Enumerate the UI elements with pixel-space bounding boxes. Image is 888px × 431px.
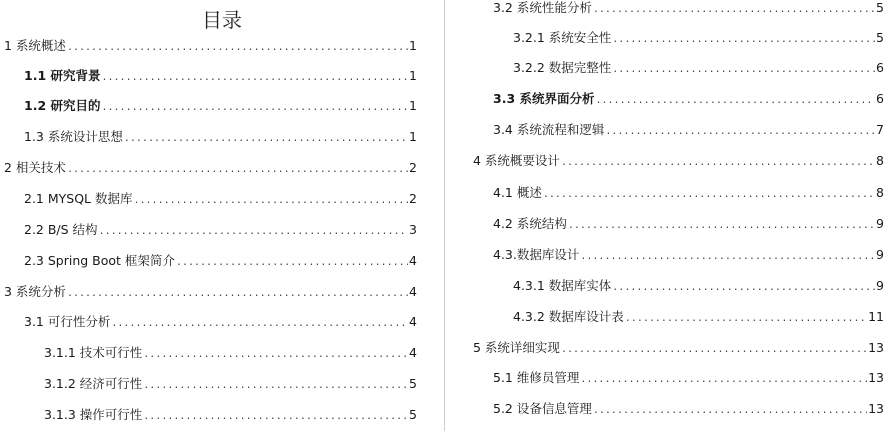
toc-leader-dots <box>612 32 875 48</box>
toc-entry-label: 1 系统概述 <box>4 38 66 53</box>
toc-leader-dots <box>605 124 875 140</box>
toc-entry[interactable] <box>24 129 417 147</box>
toc-entry-label: 3.1.3 操作可行性 <box>44 407 143 422</box>
toc-entry-label: 3.2.2 数据完整性 <box>513 60 612 75</box>
toc-leader-dots <box>176 255 408 271</box>
toc-entry-label: 4.1 概述 <box>493 185 542 200</box>
toc-page-right <box>447 0 888 431</box>
toc-entry-label: 2.1 MYSQL 数据库 <box>24 191 133 206</box>
toc-entry-page-number: 5 <box>409 376 417 391</box>
toc-entry-page-number: 4 <box>409 253 417 268</box>
toc-leader-dots <box>143 347 408 363</box>
toc-entry-label: 1.3 系统设计思想 <box>24 129 123 144</box>
toc-entry-label: 2 相关技术 <box>4 160 66 175</box>
toc-entry-label: 5.2 设备信息管理 <box>493 401 592 416</box>
toc-entry[interactable] <box>513 309 884 327</box>
toc-leader-dots <box>625 311 867 327</box>
toc-leader-dots <box>133 193 408 209</box>
toc-entry[interactable] <box>513 278 884 296</box>
toc-entry[interactable] <box>44 376 417 394</box>
toc-entry-page-number: 4 <box>409 284 417 299</box>
toc-entry[interactable] <box>473 340 884 358</box>
toc-leader-dots <box>143 409 408 425</box>
toc-entry-page-number: 13 <box>868 401 884 416</box>
toc-entry-label: 4.3.1 数据库实体 <box>513 278 612 293</box>
toc-leader-dots <box>596 93 876 109</box>
toc-leader-dots <box>612 280 875 296</box>
toc-entry[interactable] <box>4 38 417 56</box>
toc-entry-label: 3.1 可行性分析 <box>24 314 111 329</box>
toc-entry-page-number: 9 <box>876 278 884 293</box>
toc-entry-label: 4 系统概要设计 <box>473 153 560 168</box>
page-divider <box>444 0 445 431</box>
toc-entry-page-number: 5 <box>876 30 884 45</box>
toc-entry-label: 3 系统分析 <box>4 284 66 299</box>
toc-entry-page-number: 5 <box>876 0 884 15</box>
toc-leader-dots <box>67 40 408 56</box>
toc-entry[interactable] <box>44 345 417 363</box>
toc-entry-page-number: 4 <box>409 345 417 360</box>
toc-entry-label: 3.2.1 系统安全性 <box>513 30 612 45</box>
toc-entry[interactable] <box>473 153 884 171</box>
toc-entry[interactable] <box>493 247 884 265</box>
toc-entry-page-number: 1 <box>409 38 417 53</box>
toc-leader-dots <box>67 162 408 178</box>
toc-leader-dots <box>593 2 875 18</box>
toc-entry-label: 4.2 系统结构 <box>493 216 567 231</box>
toc-entry-page-number: 5 <box>409 407 417 422</box>
toc-entry-page-number: 2 <box>409 160 417 175</box>
toc-entry-page-number: 9 <box>876 216 884 231</box>
toc-leader-dots <box>568 218 875 234</box>
toc-entry[interactable] <box>513 30 884 48</box>
toc-leader-dots <box>561 342 867 358</box>
toc-entry-label: 2.3 Spring Boot 框架简介 <box>24 253 175 268</box>
toc-entry-page-number: 13 <box>868 340 884 355</box>
toc-entry-label: 1.2 研究目的 <box>24 98 101 113</box>
toc-entry-label: 3.1.1 技术可行性 <box>44 345 143 360</box>
toc-leader-dots <box>593 403 867 419</box>
toc-entry-label: 5 系统详细实现 <box>473 340 560 355</box>
toc-entry-label: 3.3 系统界面分析 <box>493 91 595 106</box>
toc-entry[interactable] <box>24 68 417 86</box>
toc-entry-label: 1.1 研究背景 <box>24 68 101 83</box>
toc-leader-dots <box>580 372 867 388</box>
toc-entry[interactable] <box>493 185 884 203</box>
toc-entry-label: 5.1 维修员管理 <box>493 370 580 385</box>
toc-entry-page-number: 2 <box>409 191 417 206</box>
toc-entry-label: 2.2 B/S 结构 <box>24 222 98 237</box>
toc-entry-label: 3.1.2 经济可行性 <box>44 376 143 391</box>
toc-entry-page-number: 1 <box>409 68 417 83</box>
toc-entry[interactable] <box>493 370 884 388</box>
toc-entry-page-number: 1 <box>409 129 417 144</box>
toc-entry[interactable] <box>493 122 884 140</box>
toc-entry[interactable] <box>493 0 884 18</box>
toc-leader-dots <box>111 316 408 332</box>
toc-leader-dots <box>102 70 409 86</box>
toc-entry-label: 4.3.2 数据库设计表 <box>513 309 624 324</box>
toc-title: 目录 <box>202 8 242 32</box>
toc-entry-page-number: 9 <box>876 247 884 262</box>
toc-leader-dots <box>561 155 875 171</box>
toc-entry-page-number: 3 <box>409 222 417 237</box>
toc-entry[interactable] <box>24 314 417 332</box>
toc-entry-page-number: 1 <box>409 98 417 113</box>
toc-entry[interactable] <box>24 98 417 116</box>
toc-entry-page-number: 8 <box>876 185 884 200</box>
toc-entry[interactable] <box>24 253 417 271</box>
toc-entry[interactable] <box>513 60 884 78</box>
toc-entry[interactable] <box>44 407 417 425</box>
toc-entry[interactable] <box>493 401 884 419</box>
toc-entry-page-number: 7 <box>876 122 884 137</box>
toc-entry-label: 3.4 系统流程和逻辑 <box>493 122 605 137</box>
toc-entry[interactable] <box>24 222 417 240</box>
toc-entry[interactable] <box>493 91 884 109</box>
toc-entry-page-number: 8 <box>876 153 884 168</box>
toc-entry-page-number: 6 <box>876 60 884 75</box>
toc-leader-dots <box>612 62 875 78</box>
toc-entry-label: 4.3.数据库设计 <box>493 247 580 262</box>
toc-leader-dots <box>543 187 875 203</box>
toc-leader-dots <box>67 286 408 302</box>
toc-leader-dots <box>99 224 408 240</box>
toc-entry-label: 3.2 系统性能分析 <box>493 0 592 15</box>
toc-leader-dots <box>124 131 408 147</box>
toc-leader-dots <box>580 249 875 265</box>
toc-entry-page-number: 13 <box>868 370 884 385</box>
toc-entry[interactable] <box>4 160 417 178</box>
toc-entry[interactable] <box>24 191 417 209</box>
toc-leader-dots <box>143 378 408 394</box>
toc-leader-dots <box>102 100 409 116</box>
toc-entry[interactable] <box>4 284 417 302</box>
toc-entry-page-number: 6 <box>876 91 884 106</box>
toc-entry-page-number: 4 <box>409 314 417 329</box>
toc-entry[interactable] <box>493 216 884 234</box>
toc-entry-page-number: 11 <box>868 309 884 324</box>
